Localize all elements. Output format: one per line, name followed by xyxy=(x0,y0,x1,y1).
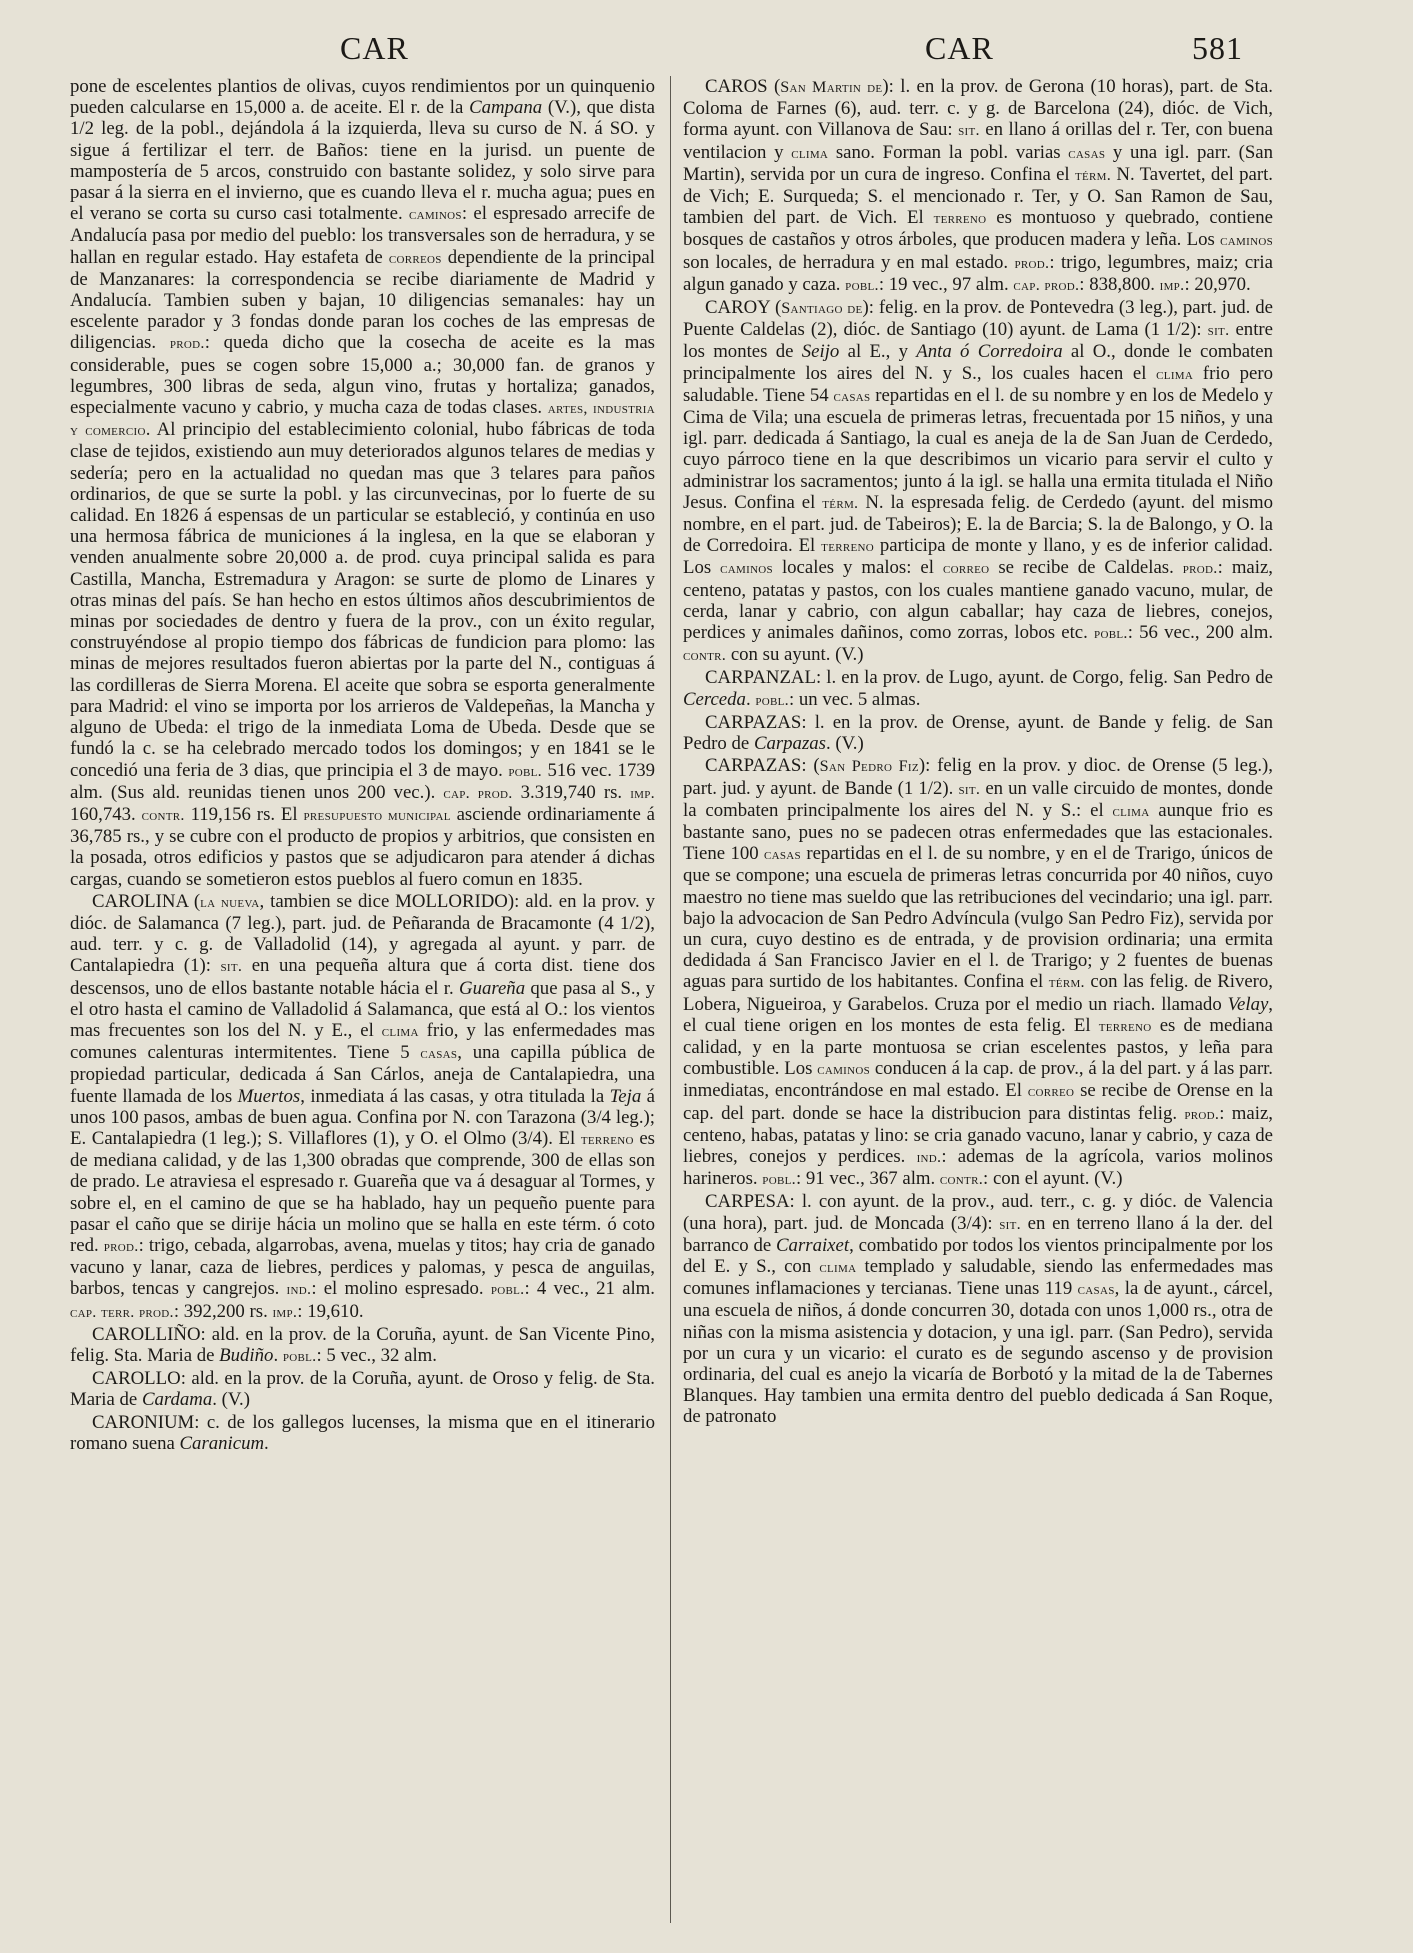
dictionary-entry: CARONIUM: c. de los gallegos lucenses, la misma que en el itinerario romano suena Caranicum. xyxy=(70,1411,655,1454)
dictionary-entry: CAROLLIÑO: ald. en la prov. de la Coruña, ayunt. de San Vicente Pino, felig. Sta. Maria de Budiño. pobl.: 5 vec., 32 alm. xyxy=(70,1323,655,1366)
left-running-head: CAR xyxy=(340,30,409,66)
dictionary-entry: CARPAZAS: (San Pedro Fiz): felig en la prov. y dioc. de Orense (5 leg.), part. jud. y ayunt. de Bande (1 1/2). sit. en un valle circuido de montes, donde la combaten principalmente los aires del N. y S.: el clima aunque frio es bastante sano, pues no se padecen otras enfermedades que las estacionales. Tiene 100 casas repartidas en el l. de su nombre, y en el de Trarigo, únicos de que se compone; una escuela de primeras letras concurrida por 40 niños, cuyo maestro no tiene mas sueldo que las retribuciones del vecindario; una igl. parr. bajo la advocacion de San Pedro Advíncula (vulgo San Pedro Fiz), servida por un cura, cuyo destino es de entrada, y de provision ordinaria; una ermita dedidada á San Francisco Javier en el l. de Trarigo; y 2 fuentes de buenas aguas para surtido de los habitantes. Confina el térm. con las felig. de Rivero, Lobera, Nigueiroa, y Garabelos. Cruza por el medio un riach. llamado Velay, el cual tiene origen en los montes de esta felig. El terreno es de mediana calidad, y en la parte montuosa se crian escelentes pastos, y leña para combustible. Los caminos conducen á la cap. de prov., á la del part. y á las parr. inmediatas, encontrándose en mal estado. El correo se recibe de Orense en la cap. del part. donde se hace la distribucion para distintas felig. prod.: maiz, centeno, habas, patatas y lino: se cria ganado vacuno, lanar y cabrio, y caza de liebres, conejos y perdices. ind.: ademas de la agrícola, varios molinos harineros. pobl.: 91 vec., 367 alm. contr.: con el ayunt. (V.) xyxy=(683,755,1273,1190)
column-divider xyxy=(670,76,671,1923)
dictionary-entry: CARPAZAS: l. en la prov. de Orense, ayunt. de Bande y felig. de San Pedro de Carpazas. (V.) xyxy=(683,711,1273,755)
page-number: 581 xyxy=(1192,30,1243,66)
right-column xyxy=(683,76,1273,1931)
dictionary-entry: CARPESA: l. con ayunt. de la prov., aud. terr., c. g. y dióc. de Valencia (una hora), part. jud. de Moncada (3/4): sit. en en terreno llano á la der. del barranco de Carraixet, combatido por todos los vientos principalmente por los del E. y S., con clima templado y saludable, siendo las enfermedades mas comunes inflamaciones y tercianas. Tiene unas 119 casas, la de ayunt., cárcel, una escuela de niños, á donde concurren 30, dotada con unos 1,000 rs., otra de niñas con la misma asistencia y dotacion, y una igl. parr. (San Pedro), servida por un cura y un vicario: el curato es de segundo ascenso y de provision ordinaria, del cual es anejo la vicaría de Borbotó y la mitad de la de Tabernes Blanques. Hay tambien una ermita dentro del pueblo dedicada á San Roque, de patronato xyxy=(683,1191,1273,1428)
left-column xyxy=(70,76,655,1931)
dictionary-entry: CARPANZAL: l. en la prov. de Lugo, ayunt. de Corgo, felig. San Pedro de Cerceda. pobl.: un vec. 5 almas. xyxy=(683,667,1273,710)
entry-continuation: pone de escelentes plantios de olivas, cuyos rendimientos por un quinquenio pueden calcularse en 15,000 a. de aceite. El r. de la Campana (V.), que dista 1/2 leg. de la pobl., dejándola á la izquierda, lleva su curso de N. á SO. y sigue á fertilizar el terr. de Baños: tiene en la jurisd. un puente de mampostería de 5 arcos, construido con bastante solidez, y solo sirve para pasar á la sierra en el invierno, que es cuando lleva el r. mucha agua; pues en el verano se corta su curso casi totalmente. caminos: el espresado arrecife de Andalucía pasa por medio del pueblo: los transversales son de herradura, y se hallan en regular estado. Hay estafeta de correos dependiente de la principal de Manzanares: la correspondencia se recibe diariamente de Madrid y Andalucía. Tambien suben y bajan, 10 diligencias semanales: hay un escelente parador y 3 fondas donde paran los coches de las empresas de diligencias. prod.: queda dicho que la cosecha de aceite es la mas considerable, pues se cogen sobre 15,000 a.; 30,000 fan. de granos y legumbres, 300 libras de seda, algun vino, frutas y hortaliza; ganados, especialmente vacuno y cabrio, y mucha caza de todas clases. artes, industria y comercio. Al principio del establecimiento colonial, hubo fábricas de toda clase de tejidos, existiendo aun muy deteriorados algunos telares de medias y sedería; pero en la actualidad no quedan mas que 3 telares para paños ordinarios, de que se surte la pobl. y las circunvecinas, por lo fuerte de su calidad. En 1826 á espensas de un particular se estableció, y continúa en uso una hermosa fábrica de municiones á la inglesa, en la que se elaboran y venden anualmente sobre 20,000 a. de prod. cuya principal salida es para Castilla, Mancha, Estremadura y Aragon: se surte de plomo de Linares y otras minas del país. Se han hecho en estos últimos años descubrimientos de minas por sociedades de dentro y fuera de la prov., con un éxito regular, construyéndose al propio tiempo dos fábricas de fundicion para plomo: las minas de mejores resultados fueron abiertas por la parte del N., contiguas á las cordilleras de Sierra Morena. El aceite que sobra se esporta generalmente para Madrid: el vino se importa por los arrieros de Valdepeñas, la Mancha y alguno de Ubeda: el trigo de la inmediata Loma de Ubeda. Desde que se fundó la c. se ha celebrado mercado todos los domingos; y en 1841 se le concedió una feria de 3 dias, que principia el 3 de mayo. pobl. 516 vec. 1739 alm. (Sus ald. reunidas tienen unos 200 vec.). cap. prod. 3.319,740 rs. imp. 160,743. contr. 119,156 rs. El presupuesto municipal asciende ordinariamente á 36,785 rs., y se cubre con el producto de propios y arbitrios, que consisten en la posada, otros edificios y pastos que se adjudicaron para atender á dichas cargas, cuando se sometieron estos pueblos al fuero comun en 1835. xyxy=(70,76,655,890)
dictionary-entry: CAROLINA (la nueva, tambien se dice MOLLORIDO): ald. en la prov. y dióc. de Salamanca (7 leg.), part. jud. de Peñaranda de Bracamonte (4 1/2), aud. terr. y c. g. de Valladolid (14), y agregada al ayunt. y parr. de Cantalapiedra (1): sit. en una pequeña altura que á corta dist. tiene dos descensos, uno de ellos bastante notable hácia el r. Guareña que pasa al S., y el otro hasta el camino de Valladolid á Salamanca, que está al O.: los vientos mas frecuentes son los del N. y E., el clima frio, y las enfermedades mas comunes calenturas intermitentes. Tiene 5 casas, una capilla pública de propiedad particular, dedicada á San Cárlos, aneja de Cantalapiedra, una fuente llamada de los Muertos, inmediata á las casas, y otra titulada la Teja á unos 100 pasos, ambas de buen agua. Confina por N. con Tarazona (3/4 leg.); E. Cantalapiedra (1 leg.); S. Villaflores (1), y O. el Olmo (3/4). El terreno es de mediana calidad, y de las 1,300 obradas que comprende, 300 de ellas son de prado. Le atraviesa el espresado r. Guareña que va á desaguar al Tormes, y sobre el, en el camino de que se ha hablado, hay un pequeño puente para pasar el caño que se dirije hácia un molino que se halla en este térm. ó coto red. prod.: trigo, cebada, algarrobas, avena, muelas y titos; hay cria de ganado vacuno y lanar, caza de liebres, perdices y palomas, y pesca de anguilas, barbos, tencas y cangrejos. ind.: el molino espresado. pobl.: 4 vec., 21 alm. cap. terr. prod.: 392,200 rs. imp.: 19,610. xyxy=(70,890,655,1322)
dictionary-entry: CAROLLO: ald. en la prov. de la Coruña, ayunt. de Oroso y felig. de Sta. Maria de Cardama. (V.) xyxy=(70,1368,655,1411)
dictionary-entry: CAROS (San Martin de): l. en la prov. de Gerona (10 horas), part. de Sta. Coloma de Farnes (6), aud. terr. c. y g. de Barcelona (24), dióc. de Vich, forma ayunt. con Villanova de Sau: sit. en llano á orillas del r. Ter, con buena ventilacion y clima sano. Forman la pobl. varias casas y una igl. parr. (San Martin), servida por un cura de ingreso. Confina el térm. N. Tavertet, del part. de Vich; E. Surqueda; S. el mencionado r. Ter, y O. San Ramon de Sau, tambien del part. de Vich. El terreno es montuoso y quebrado, contiene bosques de castaños y otros árboles, que producen madera y leña. Los caminos son locales, de herradura y en mal estado. prod.: trigo, legumbres, maiz; cria algun ganado y caza. pobl.: 19 vec., 97 alm. cap. prod.: 838,800. imp.: 20,970. xyxy=(683,76,1273,295)
dictionary-entry: CAROY (Santiago de): felig. en la prov. de Pontevedra (3 leg.), part. jud. de Puente Caldelas (2), dióc. de Santiago (10) ayunt. de Lama (1 1/2): sit. entre los montes de Seijo al E., y Anta ó Corredoira al O., donde le combaten principalmente los aires del N. y S., los cuales hacen el clima frio pero saludable. Tiene 54 casas repartidas en el l. de su nombre y en los de Medelo y Cima de Vila; una escuela de primeras letras, frecuentada por 15 niños, y una igl. parr. dedicada á Santiago, la cual es aneja de la de San Juan de Cerdedo, cuyo párroco tiene en la que describimos un vicario para servir el culto y administrar los sacramentos; junto á la igl. se halla una ermita titulada el Niño Jesus. Confina el térm. N. la espresada felig. de Cerdedo (ayunt. del mismo nombre, en el part. jud. de Tabeiros); E. la de Barcia; S. la de Balongo, y O. la de Corredoira. El terreno participa de monte y llano, y es de inferior calidad. Los caminos locales y malos: el correo se recibe de Caldelas. prod.: maiz, centeno, patatas y pastos, con los cuales mantiene ganado vacuno, mular, de cerda, lanar y cabrio, con algun caballar; hay caza de liebres, conejos, perdices y animales dañinos, como zorras, lobos etc. pobl.: 56 vec., 200 alm. contr. con su ayunt. (V.) xyxy=(683,297,1273,666)
right-running-head: CAR xyxy=(925,30,994,66)
